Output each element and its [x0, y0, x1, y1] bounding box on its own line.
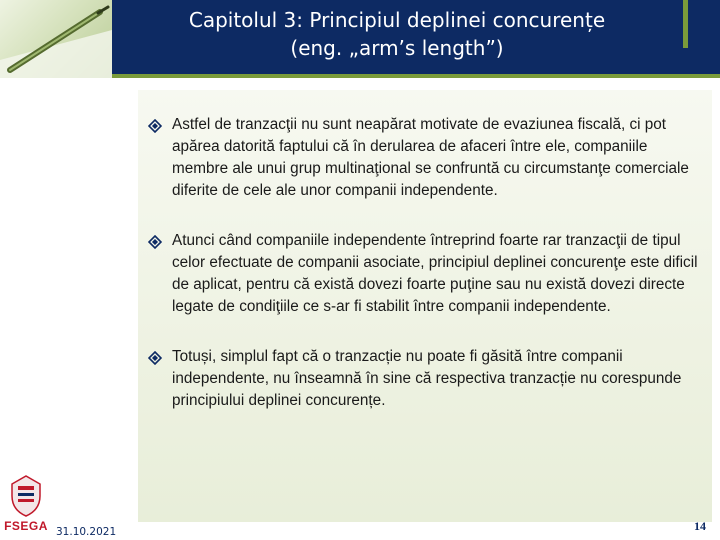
fsega-logo [4, 472, 48, 534]
diamond-arrow-bullet-icon [148, 235, 162, 249]
diamond-arrow-bullet-icon [148, 119, 162, 133]
bullet-item [146, 114, 702, 202]
pen-and-paper-image [0, 0, 112, 78]
bullet-text: Astfel de tranzacţii nu sunt neapărat motivate de evaziunea fiscală, ci pot apărea datorită faptului că în derularea de afaceri între ele, companiile membre ale unui grup multinaţional se confruntă cu circumstanţe comerciale diferite de cele ale unor companii independente. [172, 116, 689, 199]
logo-text: FSEGA [4, 519, 48, 533]
header-accent-bar [683, 0, 688, 48]
slide-date: 31.10.2021 [56, 526, 117, 538]
slide-title [112, 6, 682, 62]
logo-emblem-icon [4, 472, 48, 518]
diamond-arrow-bullet-icon [148, 351, 162, 365]
slide-title-line-1: Capitolul 3: Principiul deplinei concurențe [188, 8, 606, 32]
slide-number: 14 [694, 519, 706, 533]
bullet-item [146, 230, 702, 318]
bullet-list [146, 114, 702, 412]
slide-title-line-2: (eng. „arm’s length”) [290, 36, 504, 60]
bullet-text: Atunci când companiile independente întreprind foarte rar tranzacţii de tipul celor efectuate de companii asociate, principiul deplinei concurenţe este dificil de aplicat, pentru că există dovezi foarte puţine sau nu există dovezi directe legate de condiţiile ce s-ar fi stabilit între companii independente. [172, 232, 698, 315]
bullet-item [146, 346, 702, 412]
bullet-text: Totuși, simplul fapt că o tranzacție nu poate fi găsită între companii independente, nu înseamnă în sine că respectiva tranzacție nu corespunde principiului deplinei concurențe. [172, 348, 682, 409]
header-divider [112, 74, 720, 78]
